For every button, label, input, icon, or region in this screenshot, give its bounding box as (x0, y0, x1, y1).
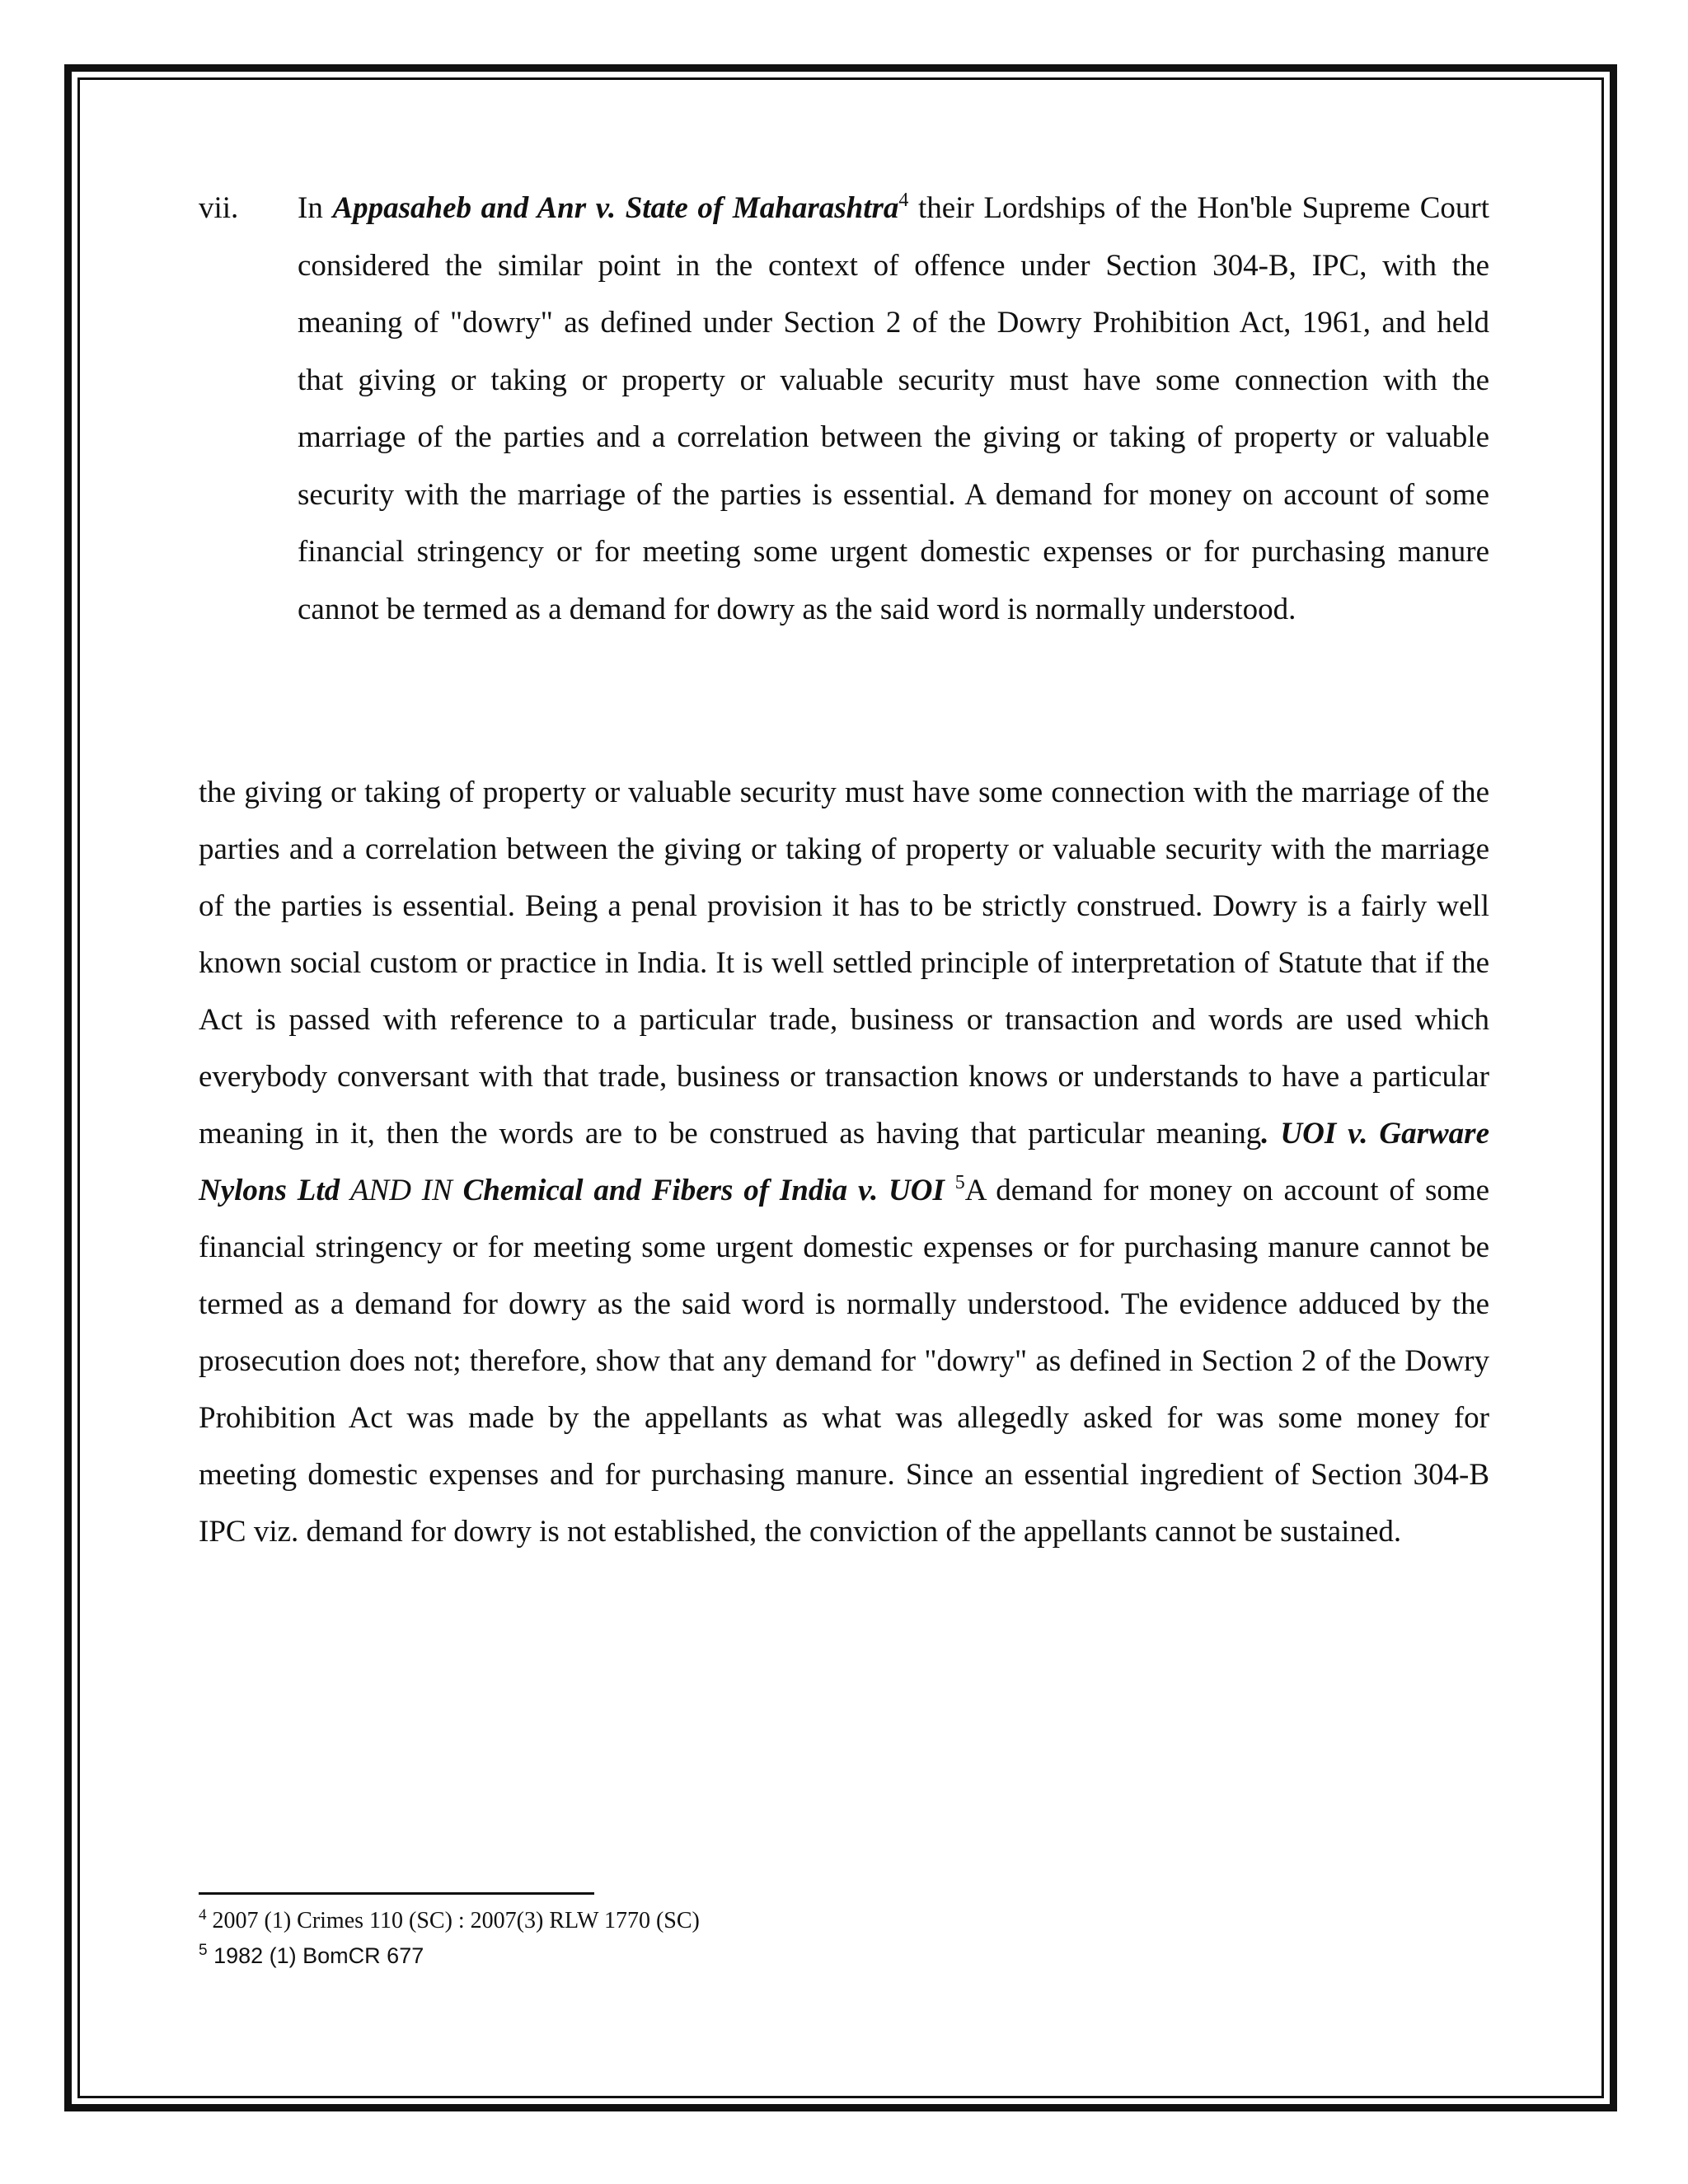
case-citation-garware: . UOI v. Garware Nylons Ltd (199, 1117, 1489, 1207)
footnote-ref-4: 4 (898, 190, 909, 211)
footnote-ref-5: 5 (954, 1172, 965, 1193)
footnote-text: 1982 (1) BomCR 677 (213, 1943, 424, 1968)
list-item-vii (199, 180, 1489, 638)
body-text-1: the giving or taking of property or valuable security must have some connection with the marriage of the parties and a correlation between the giving or taking of property or valuable security with the marriage of the parties is essential. Being a penal provision it has to be strictly construed. Dowry is a fairly well known social custom or practice in India. It is well settled principle of interpretation of Statute that if the Act is passed with reference to a particular trade, business or transaction and words are used which everybody conversant with that trade, business or transaction knows or understands to have a particular meaning in it, then the words are to be construed as having that particular meaning (199, 776, 1489, 1151)
footnote-number: 5 (199, 1942, 208, 1959)
citation-connector: AND IN (349, 1174, 452, 1207)
footnote-text: 2007 (1) Crimes 110 (SC) : 2007(3) RLW 1770 (SC) (212, 1908, 700, 1933)
body-paragraph (199, 764, 1489, 1560)
footnote-number: 4 (199, 1906, 207, 1924)
case-citation-appasaheb: Appasaheb and Anr v. State of Maharashtra (332, 191, 899, 225)
footnote-separator (199, 1892, 594, 1895)
footnote-5 (199, 1938, 1489, 1973)
document-content (199, 180, 1489, 1560)
item-intro: In (298, 191, 333, 225)
item-text: their Lordships of the Hon'ble Supreme Court considered the similar point in the context of offence under Section 304-B, IPC, with the meaning of "dowry" as defined under Section 2 of the Dowry Prohibition Act, 1961, and held that giving or taking or property or valuable security must have some connection with the marriage of the parties and a correlation between the giving or taking of property or valuable security with the marriage of the parties is essential. A demand for money on account of some financial stringency or for meeting some urgent domestic expenses or for purchasing manure cannot be termed as a demand for dowry as the said word is normally understood. (298, 191, 1490, 626)
footnotes (199, 1904, 1489, 1973)
list-item-number: vii. (199, 191, 239, 225)
body-text-2: A demand for money on account of some financial stringency or for meeting some urgent domestic expenses or for purchasing manure cannot be termed as a demand for dowry as the said word is normally understood. The evidence adduced by the prosecution does not; therefore, show that any demand for "dowry" as defined in Section 2 of the Dowry Prohibition Act was made by the appellants as what was allegedly asked for was some money for meeting domestic expenses and for purchasing manure. Since an essential ingredient of Section 304-B IPC viz. demand for dowry is not established, the conviction of the appellants cannot be sustained. (199, 1174, 1490, 1549)
case-citation-chemical-fibers: Chemical and Fibers of India v. UOI (462, 1174, 945, 1207)
footnote-4 (199, 1904, 1489, 1938)
